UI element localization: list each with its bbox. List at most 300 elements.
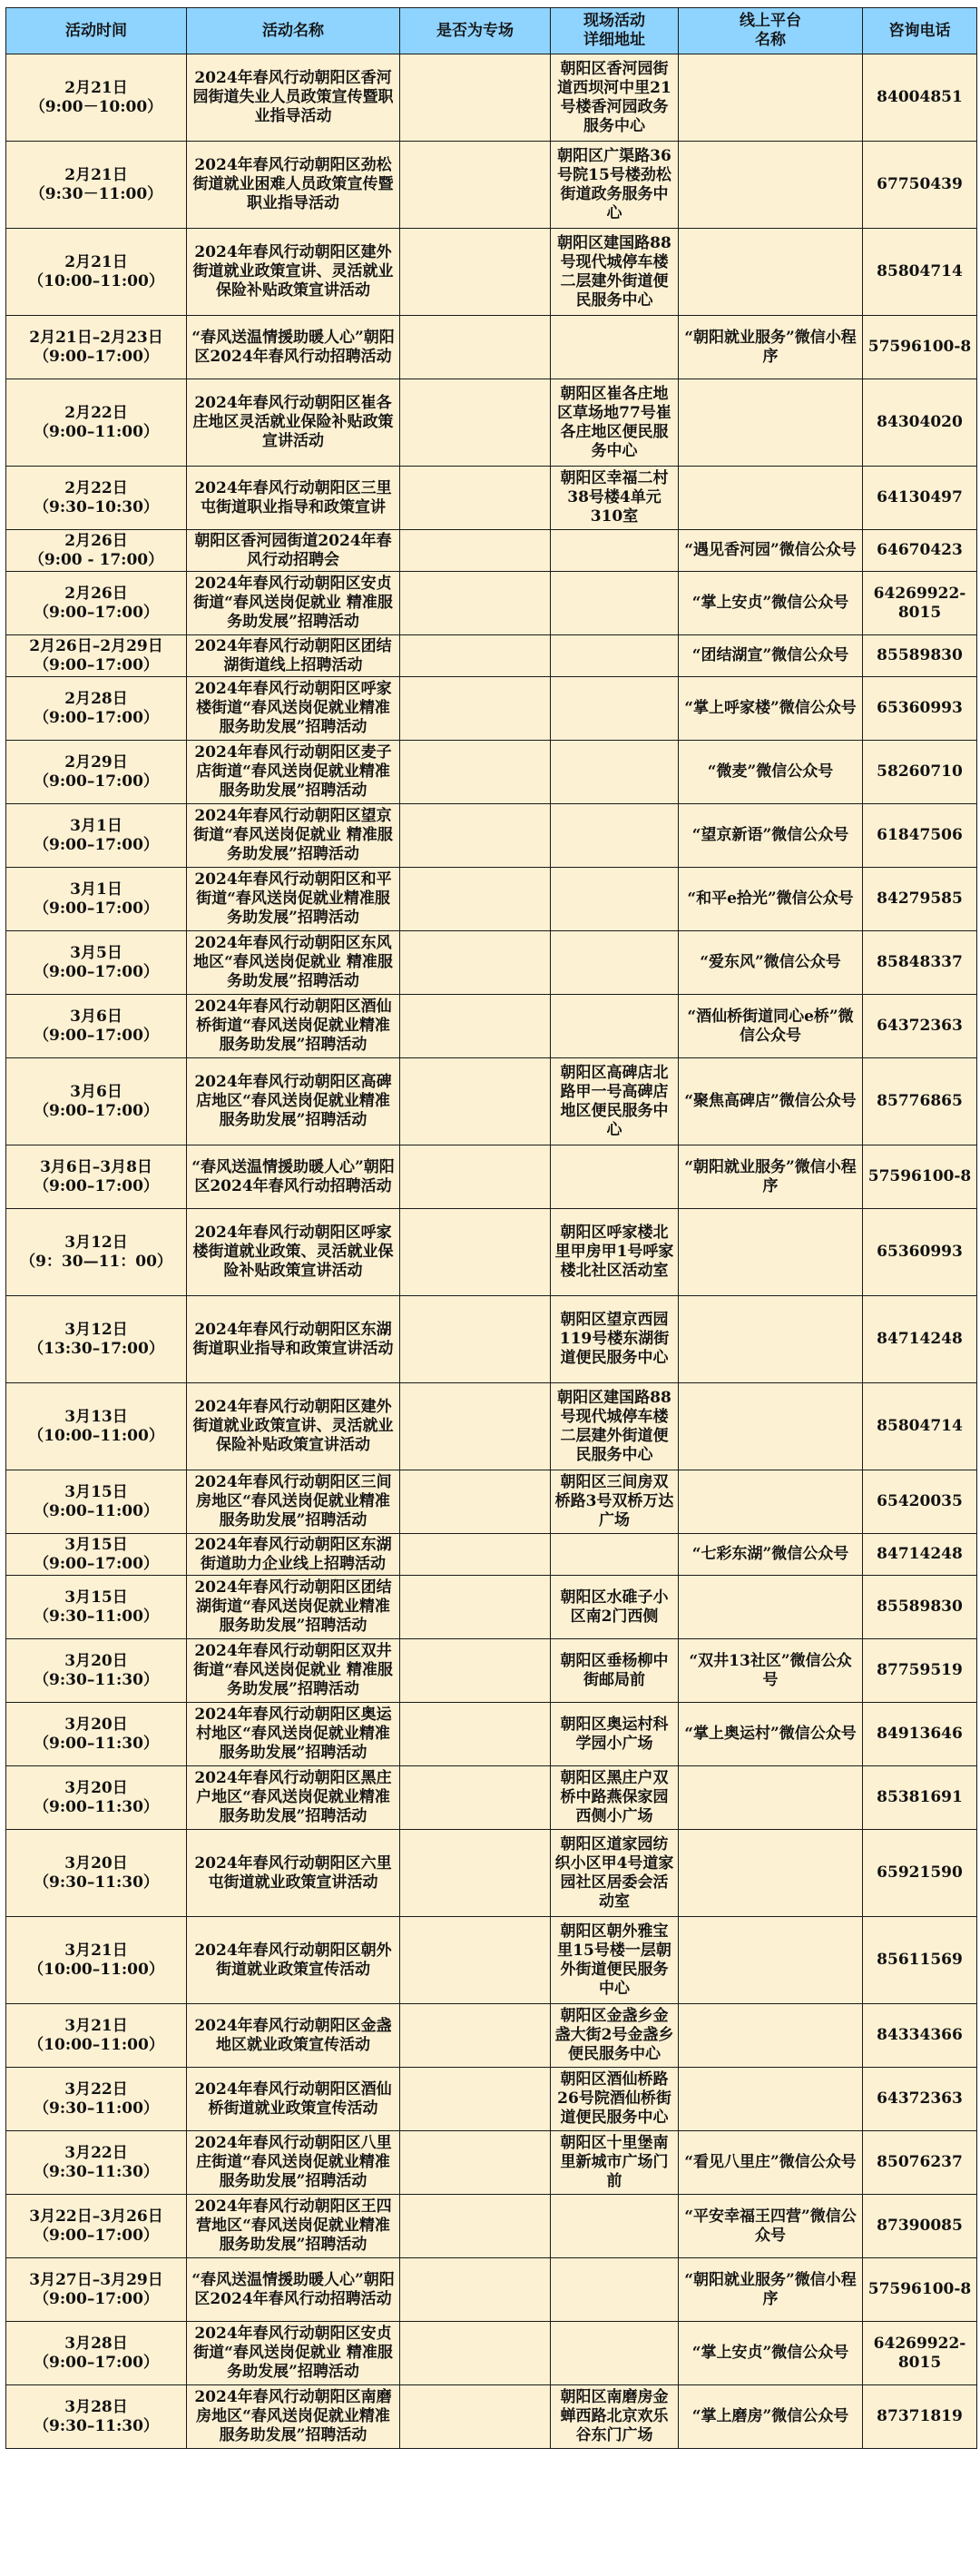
cell-platform: “掌上安贞”微信公众号 — [679, 572, 863, 635]
cell-time — [6, 1209, 187, 1296]
cell-platform: “朝阳就业服务”微信小程序 — [679, 316, 863, 379]
cell-activity-name: “春风送温情援助暖人心”朝阳区2024年春风行动招聘活动 — [187, 316, 400, 379]
cell-address: 朝阳区呼家楼北里甲房甲1号呼家楼北社区活动室 — [551, 1209, 679, 1296]
cell-platform — [679, 1470, 863, 1534]
header-platform-line: 名称 — [755, 31, 786, 49]
table-row — [6, 2068, 977, 2131]
table-row — [6, 1639, 977, 1703]
cell-hours: （9:30–11:30） — [34, 1873, 159, 1892]
cell-address: 朝阳区道家园纺织小区甲4号道家园社区居委会活动室 — [551, 1830, 679, 1917]
cell-special — [400, 379, 551, 467]
cell-platform — [679, 1766, 863, 1830]
cell-platform: “掌上呼家楼”微信公众号 — [679, 677, 863, 741]
cell-date: 3月6日 — [70, 1082, 122, 1101]
cell-hours: （9:00–17:00） — [34, 899, 159, 918]
cell-phone: 67750439 — [863, 142, 977, 229]
cell-address — [551, 635, 679, 677]
header-address — [551, 8, 679, 54]
cell-time — [6, 1058, 187, 1145]
cell-special — [400, 1296, 551, 1383]
cell-activity-name: 2024年春风行动朝阳区东风地区“春风送岗促就业 精准服务助发展”招聘活动 — [187, 931, 400, 995]
cell-activity-name: 2024年春风行动朝阳区建外街道就业政策宣讲、灵活就业保险补贴政策宣讲活动 — [187, 1383, 400, 1470]
cell-phone: 57596100-8 — [863, 2258, 977, 2322]
table-row — [6, 1470, 977, 1534]
header-special: 是否为专场 — [400, 8, 551, 54]
cell-time — [6, 635, 187, 677]
cell-date: 2月26日 — [64, 531, 128, 550]
cell-time — [6, 54, 187, 142]
cell-special — [400, 2131, 551, 2195]
table-header-row — [6, 8, 977, 54]
cell-special — [400, 467, 551, 530]
cell-time — [6, 1639, 187, 1703]
cell-time — [6, 1383, 187, 1470]
table-row — [6, 2258, 977, 2322]
cell-date: 3月20日 — [64, 1715, 128, 1734]
cell-special — [400, 635, 551, 677]
cell-activity-name: 2024年春风行动朝阳区呼家楼街道就业政策、灵活就业保险补贴政策宣讲活动 — [187, 1209, 400, 1296]
cell-date: 3月27日–3月29日 — [29, 2270, 163, 2289]
cell-time — [6, 2004, 187, 2068]
table-row — [6, 530, 977, 572]
cell-phone: 58260710 — [863, 741, 977, 804]
cell-activity-name: 2024年春风行动朝阳区建外街道就业政策宣讲、灵活就业保险补贴政策宣讲活动 — [187, 229, 400, 316]
table-row — [6, 2004, 977, 2068]
cell-special — [400, 1917, 551, 2004]
cell-address: 朝阳区建国路88号现代城停车楼二层建外街道便民服务中心 — [551, 229, 679, 316]
cell-special — [400, 229, 551, 316]
cell-address: 朝阳区幸福二村38号楼4单元310室 — [551, 467, 679, 530]
cell-date: 3月22日–3月26日 — [29, 2207, 163, 2226]
cell-date: 3月6日 — [70, 1007, 122, 1026]
cell-activity-name: 2024年春风行动朝阳区八里庄街道“春风送岗促就业精准服务助发展”招聘活动 — [187, 2131, 400, 2195]
header-phone: 咨询电话 — [863, 8, 977, 54]
cell-activity-name: 2024年春风行动朝阳区团结湖街道“春风送岗促就业精准服务助发展”招聘活动 — [187, 1576, 400, 1639]
table-row — [6, 467, 977, 530]
cell-hours: （10:00–11:00） — [28, 271, 164, 290]
cell-phone: 84913646 — [863, 1703, 977, 1766]
table-row — [6, 635, 977, 677]
cell-date: 3月22日 — [64, 2079, 128, 2099]
cell-phone: 65360993 — [863, 1209, 977, 1296]
cell-platform — [679, 1209, 863, 1296]
cell-phone: 85611569 — [863, 1917, 977, 2004]
cell-platform: “和平e拾光”微信公众号 — [679, 868, 863, 931]
cell-address — [551, 741, 679, 804]
cell-hours: （10:00–11:00） — [28, 1960, 164, 1979]
cell-time — [6, 804, 187, 868]
cell-date: 3月12日 — [64, 1233, 128, 1252]
cell-activity-name: 2024年春风行动朝阳区朝外街道就业政策宣传活动 — [187, 1917, 400, 2004]
cell-time — [6, 142, 187, 229]
cell-address: 朝阳区十里堡南里新城市广场门前 — [551, 2131, 679, 2195]
cell-platform — [679, 1576, 863, 1639]
cell-platform — [679, 379, 863, 467]
table-row — [6, 1145, 977, 1209]
cell-phone: 85076237 — [863, 2131, 977, 2195]
cell-address: 朝阳区建国路88号现代城停车楼二层建外街道便民服务中心 — [551, 1383, 679, 1470]
cell-time — [6, 2385, 187, 2449]
cell-activity-name: 2024年春风行动朝阳区奥运村地区“春风送岗促就业精准服务助发展”招聘活动 — [187, 1703, 400, 1766]
cell-hours: （9:00–17:00） — [34, 708, 159, 727]
cell-time — [6, 229, 187, 316]
cell-platform: “望京新语”微信公众号 — [679, 804, 863, 868]
cell-phone: 61847506 — [863, 804, 977, 868]
cell-special — [400, 1639, 551, 1703]
cell-time — [6, 1145, 187, 1209]
cell-platform: “双井13社区”微信公众号 — [679, 1639, 863, 1703]
cell-phone: 87371819 — [863, 2385, 977, 2449]
cell-date: 2月28日 — [64, 689, 128, 708]
table-body — [6, 54, 977, 2449]
cell-time — [6, 1534, 187, 1576]
cell-hours: （9:00–17:00） — [34, 1176, 159, 1195]
cell-address: 朝阳区金盏乡金盏大街2号金盏乡便民服务中心 — [551, 2004, 679, 2068]
activity-schedule-table — [5, 7, 977, 2449]
cell-time — [6, 2258, 187, 2322]
table-row — [6, 931, 977, 995]
cell-phone: 65360993 — [863, 677, 977, 741]
cell-date: 2月22日 — [64, 478, 128, 497]
cell-special — [400, 2385, 551, 2449]
table-row — [6, 1576, 977, 1639]
cell-activity-name: 2024年春风行动朝阳区酒仙桥街道“春风送岗促就业精准服务助发展”招聘活动 — [187, 995, 400, 1058]
cell-special — [400, 2258, 551, 2322]
cell-platform: “朝阳就业服务”微信小程序 — [679, 2258, 863, 2322]
cell-platform: “团结湖宣”微信公众号 — [679, 635, 863, 677]
cell-address: 朝阳区奥运村科学园小广场 — [551, 1703, 679, 1766]
header-address-line: 详细地址 — [583, 31, 645, 49]
table-row — [6, 2322, 977, 2385]
cell-phone: 64269922-8015 — [863, 2322, 977, 2385]
cell-activity-name: “春风送温情援助暖人心”朝阳区2024年春风行动招聘活动 — [187, 2258, 400, 2322]
cell-time — [6, 2131, 187, 2195]
cell-date: 3月5日 — [70, 943, 122, 962]
cell-hours: （9:00–17:00） — [34, 2226, 159, 2245]
cell-hours: （9:00–17:00） — [34, 772, 159, 791]
cell-activity-name: 2024年春风行动朝阳区安贞街道“春风送岗促就业 精准服务助发展”招聘活动 — [187, 2322, 400, 2385]
cell-date: 2月29日 — [64, 752, 128, 772]
cell-platform: “掌上安贞”微信公众号 — [679, 2322, 863, 2385]
cell-special — [400, 804, 551, 868]
table-row — [6, 804, 977, 868]
table-row — [6, 1296, 977, 1383]
cell-address — [551, 572, 679, 635]
cell-special — [400, 1766, 551, 1830]
cell-address — [551, 1534, 679, 1576]
table-row — [6, 229, 977, 316]
cell-activity-name: 2024年春风行动朝阳区香河园街道失业人员政策宣传暨职业指导活动 — [187, 54, 400, 142]
cell-special — [400, 142, 551, 229]
cell-special — [400, 2322, 551, 2385]
cell-date: 2月26日 — [64, 584, 128, 603]
header-platform-line: 线上平台 — [740, 12, 801, 30]
cell-platform: “酒仙桥街道同心e桥”微信公众号 — [679, 995, 863, 1058]
table-row — [6, 1703, 977, 1766]
cell-phone: 85804714 — [863, 1383, 977, 1470]
cell-platform — [679, 2068, 863, 2131]
cell-date: 3月13日 — [64, 1407, 128, 1426]
table-row — [6, 1534, 977, 1576]
cell-address — [551, 995, 679, 1058]
cell-address — [551, 1145, 679, 1209]
cell-special — [400, 316, 551, 379]
cell-activity-name: 2024年春风行动朝阳区三里屯街道职业指导和政策宣讲 — [187, 467, 400, 530]
cell-platform: “掌上磨房”微信公众号 — [679, 2385, 863, 2449]
header-name: 活动名称 — [187, 8, 400, 54]
cell-activity-name: 2024年春风行动朝阳区崔各庄地区灵活就业保险补贴政策宣讲活动 — [187, 379, 400, 467]
cell-special — [400, 54, 551, 142]
cell-platform: “掌上奥运村”微信公众号 — [679, 1703, 863, 1766]
cell-platform — [679, 1917, 863, 2004]
cell-platform — [679, 142, 863, 229]
cell-phone: 64269922-8015 — [863, 572, 977, 635]
cell-hours: （9:00–17:00） — [34, 1026, 159, 1045]
cell-special — [400, 741, 551, 804]
cell-activity-name: 2024年春风行动朝阳区和平街道“春风送岗促就业精准服务助发展”招聘活动 — [187, 868, 400, 931]
cell-activity-name: “春风送温情援助暖人心”朝阳区2024年春风行动招聘活动 — [187, 1145, 400, 1209]
cell-hours: （9:30–11:30） — [34, 2162, 159, 2181]
cell-address: 朝阳区高碑店北路甲一号高碑店地区便民服务中心 — [551, 1058, 679, 1145]
cell-phone: 84004851 — [863, 54, 977, 142]
cell-hours: （9:00–17:00） — [34, 603, 159, 622]
cell-address — [551, 931, 679, 995]
cell-date: 2月21日 — [64, 165, 128, 184]
cell-special — [400, 1058, 551, 1145]
cell-platform: “朝阳就业服务”微信小程序 — [679, 1145, 863, 1209]
cell-hours: （10:00–11:00） — [28, 2035, 164, 2054]
cell-hours: （9:30–11:00） — [34, 1607, 159, 1626]
cell-address: 朝阳区望京西园119号楼东湖街道便民服务中心 — [551, 1296, 679, 1383]
table-row — [6, 316, 977, 379]
cell-address — [551, 2258, 679, 2322]
cell-date: 3月20日 — [64, 1651, 128, 1670]
cell-phone: 84279585 — [863, 868, 977, 931]
cell-hours: （13:30–17:00） — [28, 1339, 164, 1358]
cell-special — [400, 2195, 551, 2258]
cell-date: 3月22日 — [64, 2143, 128, 2162]
cell-phone: 84714248 — [863, 1296, 977, 1383]
cell-phone: 65420035 — [863, 1470, 977, 1534]
cell-special — [400, 1703, 551, 1766]
cell-hours: （9:00–17:00） — [34, 1101, 159, 1120]
cell-time — [6, 379, 187, 467]
cell-special — [400, 1145, 551, 1209]
cell-special — [400, 530, 551, 572]
cell-date: 3月20日 — [64, 1778, 128, 1797]
cell-activity-name: 2024年春风行动朝阳区望京街道“春风送岗促就业 精准服务助发展”招聘活动 — [187, 804, 400, 868]
cell-platform: “七彩东湖”微信公众号 — [679, 1534, 863, 1576]
cell-activity-name: 2024年春风行动朝阳区双井街道“春风送岗促就业 精准服务助发展”招聘活动 — [187, 1639, 400, 1703]
cell-hours: （9:00–17:00） — [34, 1554, 159, 1573]
cell-hours: （10:00–11:00） — [28, 1426, 164, 1445]
table-row — [6, 1209, 977, 1296]
cell-hours: （9:00–17:00） — [34, 2289, 159, 2308]
cell-activity-name: 2024年春风行动朝阳区六里屯街道就业政策宣讲活动 — [187, 1830, 400, 1917]
table-row — [6, 868, 977, 931]
cell-phone: 85381691 — [863, 1766, 977, 1830]
cell-activity-name: 2024年春风行动朝阳区呼家楼街道“春风送岗促就业精准服务助发展”招聘活动 — [187, 677, 400, 741]
cell-special — [400, 931, 551, 995]
cell-time — [6, 1766, 187, 1830]
cell-date: 3月21日 — [64, 1941, 128, 1960]
cell-time — [6, 1576, 187, 1639]
cell-platform: “聚焦高碑店”微信公众号 — [679, 1058, 863, 1145]
cell-date: 2月22日 — [64, 403, 128, 422]
cell-time — [6, 995, 187, 1058]
cell-special — [400, 2068, 551, 2131]
cell-date: 3月12日 — [64, 1320, 128, 1339]
cell-activity-name: 2024年春风行动朝阳区黑庄户地区“春风送岗促就业精准服务助发展”招聘活动 — [187, 1766, 400, 1830]
cell-date: 3月15日 — [64, 1535, 128, 1554]
cell-time — [6, 1917, 187, 2004]
cell-date: 3月21日 — [64, 2016, 128, 2035]
table-row — [6, 1766, 977, 1830]
table-row — [6, 1917, 977, 2004]
table-row — [6, 2131, 977, 2195]
cell-hours: （9:00 - 17:00） — [28, 550, 164, 569]
cell-date: 3月6日–3月8日 — [40, 1157, 152, 1176]
cell-address — [551, 316, 679, 379]
cell-hours: （9:00–17:00） — [34, 347, 159, 366]
table-row — [6, 2195, 977, 2258]
cell-hours: （9:30–11:30） — [34, 2416, 159, 2435]
cell-address: 朝阳区广渠路36号院15号楼劲松街道政务服务中心 — [551, 142, 679, 229]
cell-address: 朝阳区朝外雅宝里15号楼一层朝外街道便民服务中心 — [551, 1917, 679, 2004]
cell-special — [400, 1576, 551, 1639]
cell-time — [6, 1296, 187, 1383]
cell-special — [400, 2004, 551, 2068]
cell-hours: （9:00–11:30） — [34, 1734, 159, 1753]
cell-date: 3月1日 — [70, 880, 122, 899]
cell-phone: 85804714 — [863, 229, 977, 316]
cell-time — [6, 2322, 187, 2385]
cell-time — [6, 2068, 187, 2131]
cell-activity-name: 朝阳区香河园街道2024年春风行动招聘会 — [187, 530, 400, 572]
cell-address: 朝阳区酒仙桥路26号院酒仙桥街道便民服务中心 — [551, 2068, 679, 2131]
cell-phone: 84714248 — [863, 1534, 977, 1576]
cell-date: 3月15日 — [64, 1588, 128, 1607]
table-row — [6, 677, 977, 741]
cell-time — [6, 1830, 187, 1917]
cell-phone: 64670423 — [863, 530, 977, 572]
header-platform — [679, 8, 863, 54]
cell-platform — [679, 54, 863, 142]
cell-special — [400, 1534, 551, 1576]
cell-activity-name: 2024年春风行动朝阳区酒仙桥街道就业政策宣传活动 — [187, 2068, 400, 2131]
cell-phone: 84304020 — [863, 379, 977, 467]
cell-address: 朝阳区香河园街道西坝河中里21号楼香河园政务服务中心 — [551, 54, 679, 142]
cell-platform — [679, 467, 863, 530]
cell-date: 3月20日 — [64, 1853, 128, 1873]
cell-hours: （9:00–17:00） — [34, 962, 159, 981]
cell-phone: 57596100-8 — [863, 1145, 977, 1209]
cell-activity-name: 2024年春风行动朝阳区安贞街道“春风送岗促就业 精准服务助发展”招聘活动 — [187, 572, 400, 635]
cell-address — [551, 530, 679, 572]
cell-address — [551, 804, 679, 868]
cell-activity-name: 2024年春风行动朝阳区高碑店地区“春风送岗促就业精准服务助发展”招聘活动 — [187, 1058, 400, 1145]
cell-special — [400, 995, 551, 1058]
cell-time — [6, 2195, 187, 2258]
cell-address — [551, 677, 679, 741]
cell-special — [400, 1383, 551, 1470]
cell-address: 朝阳区南磨房金蝉西路北京欢乐谷东门广场 — [551, 2385, 679, 2449]
cell-hours: （9:00－10:00） — [29, 97, 163, 116]
cell-platform: “平安幸福王四营”微信公众号 — [679, 2195, 863, 2258]
cell-activity-name: 2024年春风行动朝阳区王四营地区“春风送岗促就业精准服务助发展”招聘活动 — [187, 2195, 400, 2258]
table-row — [6, 1830, 977, 1917]
cell-time — [6, 316, 187, 379]
cell-time — [6, 931, 187, 995]
table-row — [6, 142, 977, 229]
cell-phone: 64372363 — [863, 2068, 977, 2131]
cell-activity-name: 2024年春风行动朝阳区南磨房地区“春风送岗促就业精准服务助发展”招聘活动 — [187, 2385, 400, 2449]
cell-activity-name: 2024年春风行动朝阳区东湖街道助力企业线上招聘活动 — [187, 1534, 400, 1576]
cell-phone: 85589830 — [863, 635, 977, 677]
cell-address: 朝阳区黑庄户双桥中路燕保家园西侧小广场 — [551, 1766, 679, 1830]
table-row — [6, 572, 977, 635]
cell-special — [400, 1470, 551, 1534]
cell-address: 朝阳区崔各庄地区草场地77号崔各庄地区便民服务中心 — [551, 379, 679, 467]
cell-special — [400, 1830, 551, 1917]
cell-special — [400, 868, 551, 931]
cell-hours: （9:00–11:00） — [34, 422, 159, 441]
table-row — [6, 54, 977, 142]
cell-hours: （9:00–11:00） — [34, 1501, 159, 1520]
cell-date: 3月28日 — [64, 2397, 128, 2416]
cell-hours: （9:30－11:00） — [29, 184, 163, 203]
cell-special — [400, 1209, 551, 1296]
cell-date: 2月21日 — [64, 252, 128, 271]
cell-address: 朝阳区水碓子小区南2门西侧 — [551, 1576, 679, 1639]
cell-time — [6, 1470, 187, 1534]
cell-hours: （9:30–11:30） — [34, 1670, 159, 1689]
cell-activity-name: 2024年春风行动朝阳区团结湖街道线上招聘活动 — [187, 635, 400, 677]
cell-time — [6, 868, 187, 931]
cell-address — [551, 868, 679, 931]
cell-platform — [679, 1830, 863, 1917]
header-address-line: 现场活动 — [583, 12, 645, 30]
cell-time — [6, 1703, 187, 1766]
table-row — [6, 2385, 977, 2449]
cell-platform: “遇见香河园”微信公众号 — [679, 530, 863, 572]
cell-hours: （9:30–10:30） — [34, 497, 159, 516]
cell-activity-name: 2024年春风行动朝阳区三间房地区“春风送岗促就业精准服务助发展”招聘活动 — [187, 1470, 400, 1534]
cell-hours: （9:00–17:00） — [34, 835, 159, 854]
cell-date: 3月1日 — [70, 816, 122, 835]
cell-date: 3月15日 — [64, 1482, 128, 1501]
cell-platform — [679, 1296, 863, 1383]
cell-hours: （9:00–17:00） — [34, 2353, 159, 2372]
cell-time — [6, 530, 187, 572]
cell-date: 2月21日–2月23日 — [29, 328, 163, 347]
cell-platform — [679, 229, 863, 316]
cell-activity-name: 2024年春风行动朝阳区东湖街道职业指导和政策宣讲活动 — [187, 1296, 400, 1383]
cell-activity-name: 2024年春风行动朝阳区麦子店街道“春风送岗促就业精准服务助发展”招聘活动 — [187, 741, 400, 804]
cell-address: 朝阳区三间房双桥路3号双桥万达广场 — [551, 1470, 679, 1534]
cell-address — [551, 2195, 679, 2258]
cell-time — [6, 467, 187, 530]
cell-phone: 65921590 — [863, 1830, 977, 1917]
cell-time — [6, 572, 187, 635]
cell-address — [551, 2322, 679, 2385]
cell-phone: 64372363 — [863, 995, 977, 1058]
cell-date: 2月26日–2月29日 — [29, 636, 163, 655]
cell-phone: 64130497 — [863, 467, 977, 530]
cell-date: 2月21日 — [64, 78, 128, 97]
cell-phone: 85589830 — [863, 1576, 977, 1639]
table-row — [6, 995, 977, 1058]
